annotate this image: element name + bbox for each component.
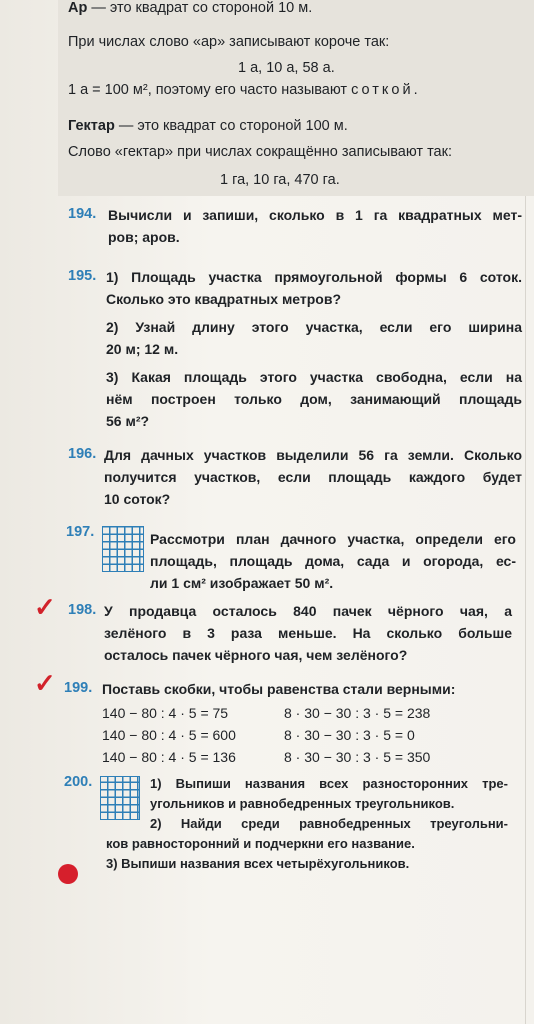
hectare-term: Гектар [68, 118, 115, 134]
grid-plan-icon [102, 526, 144, 572]
task-number-199: 199. [64, 680, 93, 696]
ar-examples: 1 а, 10 а, 58 а. [238, 60, 335, 76]
task-195-line-5: 3) Какая площадь этого участка свободна, если на [106, 369, 522, 385]
ar-sotka-text: 1 а = 100 м², поэтому его часто называют [68, 82, 348, 98]
task-195-line-6: нём построен только дом, занимающий площадь [106, 391, 522, 407]
task-number-197: 197. [66, 524, 95, 540]
ar-notation-line: При числах слово «ар» записывают короче так: [68, 34, 390, 50]
equation: 8 · 30 − 30 : 3 · 5 = 238 [284, 705, 431, 721]
task-198 [104, 600, 512, 666]
ar-sotka-line [68, 82, 421, 98]
ar-term: Ар [68, 0, 88, 16]
task-number-194: 194. [68, 206, 97, 222]
task-198-line-3: осталось пачек чёрного чая, чем зелёного? [104, 647, 408, 663]
task-194-line-1: Вычисли и запиши, сколько в 1 га квадратных мет- [108, 207, 522, 223]
equation: 140 − 80 : 4 · 5 = 75 [102, 705, 229, 721]
task-200 [106, 774, 508, 874]
hectare-definition: — это квадрат со стороной 100 м. [118, 118, 348, 134]
ar-definition-line [68, 0, 312, 16]
task-200-line-1: 1) Выпиши названия всех разносторонних тре- [150, 776, 508, 791]
task-197-line-3: ли 1 см² изображает 50 м². [150, 575, 334, 591]
task-200-line-2: угольников и равнобедренных треугольников. [150, 796, 455, 811]
task-195-line-7: 56 м²? [106, 413, 150, 429]
task-200-line-5: 3) Выпиши названия всех четырёхугольников. [106, 856, 410, 871]
task-198-line-2: зелёного в 3 раза меньше. На сколько больше [104, 625, 512, 641]
equations-left [102, 702, 236, 768]
task-number-198: 198. [68, 602, 97, 618]
task-197-line-1: Рассмотри план дачного участка, определи его [150, 531, 516, 547]
definition-box [58, 0, 534, 196]
equations-right [284, 702, 430, 768]
task-196-line-1: Для дачных участков выделили 56 га земли. Сколько [104, 447, 522, 463]
equation: 8 · 30 − 30 : 3 · 5 = 0 [284, 727, 415, 743]
task-number-196: 196. [68, 446, 97, 462]
task-number-195: 195. [68, 268, 97, 284]
task-195-line-2: Сколько это квадратных метров? [106, 291, 342, 307]
task-194 [108, 204, 522, 248]
ar-definition: — это квадрат со стороной 10 м. [91, 0, 313, 16]
task-200-line-3: 2) Найди среди равнобедренных треугольни- [150, 816, 508, 831]
task-197-line-2: площадь, площадь дома, сада и огорода, ес- [150, 553, 516, 569]
task-196-line-3: 10 соток? [104, 491, 171, 507]
task-196-line-2: получится участков, если площадь каждого будет [104, 469, 522, 485]
red-dot-marker [58, 864, 78, 884]
task-197 [150, 528, 516, 594]
check-mark-icon: ✓ [34, 592, 56, 622]
task-number-200: 200. [64, 774, 93, 790]
hectare-definition-line [68, 118, 348, 134]
task-194-line-2: ров; аров. [108, 229, 180, 245]
task-195 [106, 266, 522, 432]
task-200-line-4: ков равносторонний и подчеркни его название. [106, 836, 415, 851]
task-199-title: Поставь скобки, чтобы равенства стали верными: [102, 681, 456, 697]
task-195-line-4: 20 м; 12 м. [106, 341, 179, 357]
hectare-notation-line: Слово «гектар» при числах сокращённо записывают так: [68, 144, 452, 160]
task-198-line-1: У продавца осталось 840 пачек чёрного чая, а [104, 603, 512, 619]
hectare-examples: 1 га, 10 га, 470 га. [220, 172, 340, 188]
equation: 8 · 30 − 30 : 3 · 5 = 350 [284, 749, 431, 765]
sotka-word: соткой. [351, 82, 421, 98]
task-195-line-3: 2) Узнай длину этого участка, если его ширина [106, 319, 522, 335]
task-195-line-1: 1) Площадь участка прямоугольной формы 6 соток. [106, 269, 522, 285]
task-196 [104, 444, 522, 510]
check-mark-icon: ✓ [34, 668, 56, 698]
equation: 140 − 80 : 4 · 5 = 600 [102, 727, 236, 743]
equation: 140 − 80 : 4 · 5 = 136 [102, 749, 236, 765]
